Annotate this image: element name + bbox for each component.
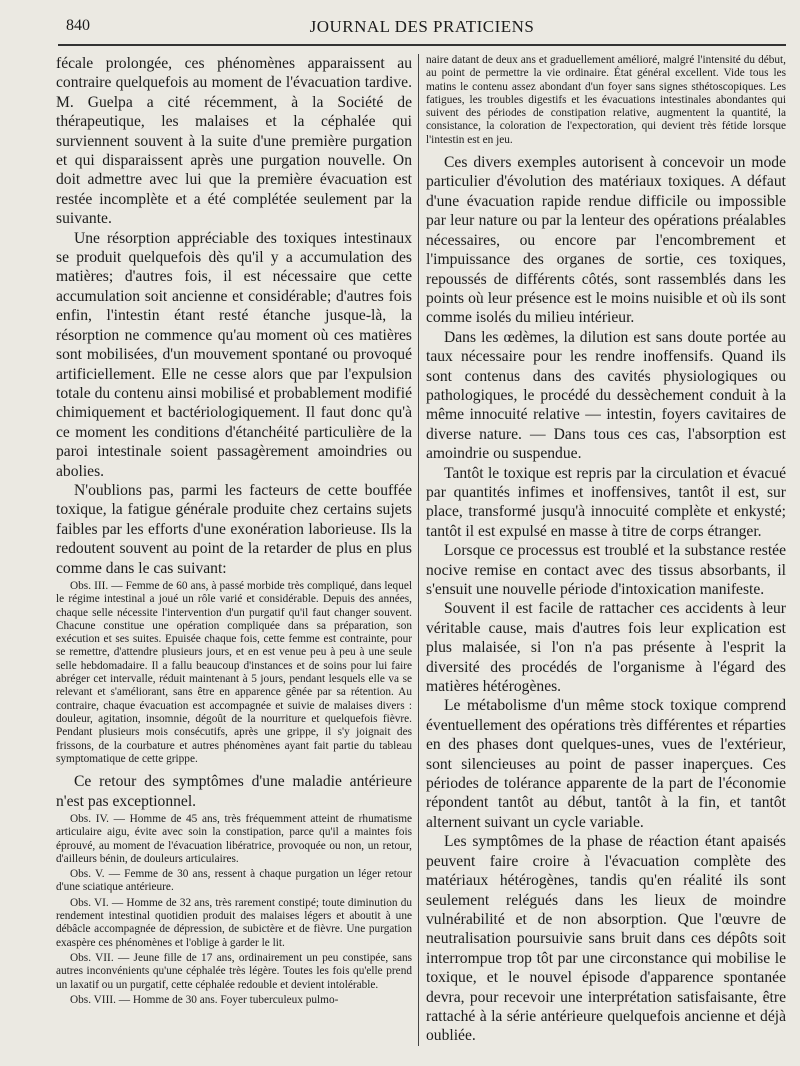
column-divider	[418, 54, 419, 1046]
left-column	[56, 54, 412, 1054]
observation: Obs. V. — Femme de 30 ans, ressent à chaque purgation un léger retour d'une sciatique antérieure.	[56, 868, 412, 894]
paragraph: Le métabolisme d'un même stock toxique comprend éventuellement des opérations très différentes et réparties en des phases dont quelques-unes, vues de l'extérieur, sont silencieuses au point de passer inaperçues. Ces périodes de tolérance apparente de la part de l'économie répondent tantôt au début, tantôt à la fin, et tantôt alternent suivant un cycle variable.	[426, 697, 786, 831]
observation: Obs. VII. — Jeune fille de 17 ans, ordinairement un peu constipée, sans autres inconvénients qu'une céphalée très légère. Toutes les fois qu'elle prend un laxatif ou un purgatif, cette céphalée redouble et devient intolérable.	[56, 951, 412, 991]
header-rule	[58, 44, 786, 46]
page-number: 840	[66, 17, 90, 34]
page-header	[58, 14, 786, 42]
paragraph: Ces divers exemples autorisent à concevoir un mode particulier d'évolution des matériaux toxiques. A défaut d'une évacuation rapide rendue difficile ou impossible par leur nature ou par la lenteur des opérations préalables nécessaires, ou encore par l'encombrement et l'impuissance des organes de sortie, ces toxiques, repoussés de différents côtés, sont rassemblés dans les points où leur présence est le moins nuisible et où ils sont comme isolés du milieu intérieur.	[426, 154, 786, 327]
paragraph: Souvent il est facile de rattacher ces accidents à leur véritable cause, mais d'autres fois leur explication est plus malaisée, si l'on n'a pas présente à l'esprit la diversité des procédés de l'organisme à l'égard des matières hétérogènes.	[426, 600, 786, 696]
paragraph: Tantôt le toxique est repris par la circulation et évacué par quantités infimes et inoffensives, tantôt il est, sur place, transformé jusqu'à innocuité complète et enkysté; tantôt il est expulsé en masse à titre de corps étranger.	[426, 464, 786, 540]
observation: Obs. VI. — Homme de 32 ans, très rarement constipé; toute diminution du rendement intestinal quotidien produit des malaises légers et aboutit à une débâcle accompagnée de dépression, de subictère et de fièvre. Une purgation exaspère ces phénomènes et l'oblige à garder le lit.	[56, 896, 412, 949]
paragraph: Les symptômes de la phase de réaction étant apaisés peuvent faire croire à l'évacuation complète des matériaux hétérogènes, tandis qu'en réalité ils sont seulement relégués dans les lieux de moindre vulnérabilité et de non absorption. Que l'œuvre de neutralisation poursuivie sans bruit dans ces dépôts soit interrompue trop tôt par une circonstance qui mobilise le toxique, et le nouvel épisode d'apparence spontanée devra, pour recevoir une interprétation satisfaisante, être rattaché à la série antérieure quelquefois ancienne et déjà oubliée.	[426, 833, 786, 1045]
observation: Obs. IV. — Homme de 45 ans, très fréquemment atteint de rhumatisme articulaire aigu, évite avec soin la constipation, parce qu'il a maintes fois éprouvé, au moment de l'évacuation libératrice, provoquée ou non, un retour, d'ailleurs bénin, de douleurs articulaires.	[56, 812, 412, 865]
paragraph: Dans les œdèmes, la dilution est sans doute portée au taux nécessaire pour les rendre inoffensifs. Quand ils sont contenus dans des cavités physiologiques ou pathologiques, le procédé du dessèchement conduit à la même innocuité relative — intestin, foyers cavitaires de diverse nature. — Dans tous ces cas, l'absorption est amoindrie ou suspendue.	[426, 328, 786, 463]
paragraph: fécale prolongée, ces phénomènes apparaissent au contraire quelquefois au moment de l'évacuation tardive. M. Guelpa a cité récemment, à la Société de thérapeutique, les malaises et la céphalée qui surviennent souvent à la suite d'une première purgation et qui disparaissent après une purgation nouvelle. On doit admettre avec lui que la première évacuation est restée incomplète et a été complétée seulement par la suivante.	[56, 55, 412, 228]
journal-title: JOURNAL DES PRATICIENS	[309, 17, 535, 36]
observation: Obs. VIII. — Homme de 30 ans. Foyer tuberculeux pulmo-	[70, 993, 339, 1006]
observation: Obs. III. — Femme de 60 ans, à passé morbide très compliqué, dans lequel le régime intestinal a joué un rôle varié et considérable. Depuis des années, chaque selle nécessite l'intervention d'un purgatif qu'il faut changer souvent. Chacune constitue une opération compliquée dans sa préparation, son exécution et ses suites. Epuisée chaque fois, cette femme est contrainte, pour se remettre, d'attendre plusieurs jours, et en est venue peu à peu à une seule selle hebdomadaire. Il a fallu beaucoup d'instances et de soins pour lui faire abréger cet intervalle, réduit maintenant à 5 jours, pendant lesquels elle va se relevant et s'améliorant, sans être en apparence gênée par sa rétention. Au contraire, chaque évacuation est accompagnée et suivie de malaises divers : douleur, agitation, insomnie, dégoût de la nourriture et quelquefois fièvre. Pendant plusieurs mois consécutifs, après une grippe, il s'y joignait des frissons, de la courbature et autres phénomènes ayant fait partie du tableau symptomatique de cette grippe.	[56, 579, 412, 765]
paragraph: N'oublions pas, parmi les facteurs de cette bouffée toxique, la fatigue générale produite chez certains sujets faibles par les efforts d'une exonération laborieuse. Ils la redoutent souvent au point de la retarder de plus en plus comme dans le cas suivant:	[56, 481, 412, 577]
paragraph: Une résorption appréciable des toxiques intestinaux se produit quelquefois dès qu'il y a accumulation des matières; d'autres fois, il est nécessaire que cette accumulation soit ancienne et considérable; d'autres fois enfin, l'intestin étant resté étanche jusque-là, la résorption ne commence qu'au moment où ces matières sont mobilisées, d'un mouvement spontané ou provoqué artificiellement. Elle ne cesse alors que par l'expulsion totale du contenu ainsi mobilisé et probablement modifié chimiquement et bactériologiquement. Il faut donc qu'à ce moment les conditions d'étanchéité particulière de la paroi intestinale soient passagèrement amoindries ou abolies.	[56, 229, 412, 480]
right-column	[426, 54, 786, 1054]
observation-continued: naire datant de deux ans et graduellement amélioré, malgré l'intensité du début, au point de permettre la vie ordinaire. État général excellent. Vide tous les matins le contenu assez abondant d'un foyer sans signes sthétoscopiques. Les fatigues, les troubles digestifs et les évacuations intestinales abondantes qui suivent des périodes de constipation relative, augmentent la quantité, la consistance, la coloration de l'expectoration, qui devient très fétide lorsque l'intestin est en jeu.	[426, 54, 786, 146]
paragraph: Ce retour des symptômes d'une maladie antérieure n'est pas exceptionnel.	[56, 773, 412, 810]
paragraph: Lorsque ce processus est troublé et la substance restée nocive remise en contact avec des tissus absorbants, il s'ensuit une nouvelle période d'intoxication manifeste.	[426, 542, 786, 599]
